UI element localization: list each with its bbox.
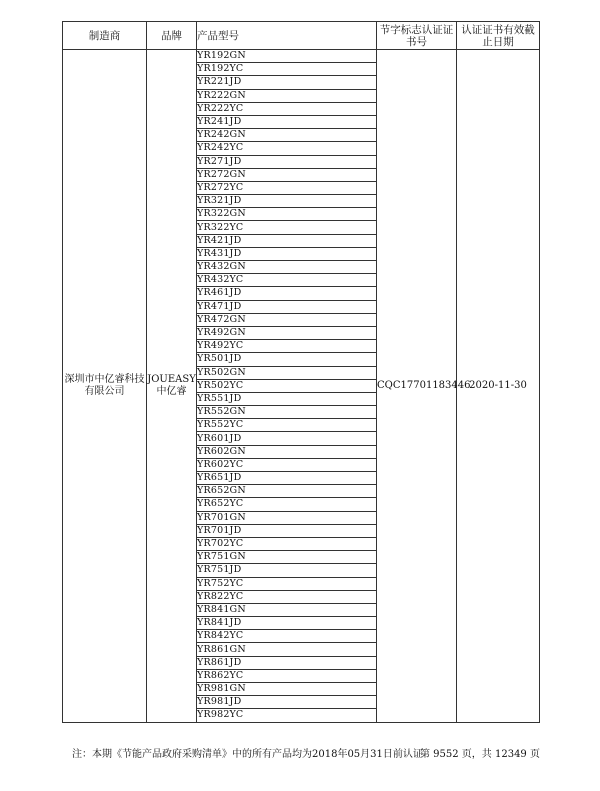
model-cell: YR752YC <box>197 577 377 590</box>
model-cell: YR602YC <box>197 458 377 471</box>
model-cell: YR841GN <box>197 603 377 616</box>
model-cell: YR502GN <box>197 366 377 379</box>
model-cell: YR701GN <box>197 511 377 524</box>
brand-cn: 中亿睿 <box>156 385 187 397</box>
header-manufacturer: 制造商 <box>63 22 147 50</box>
model-cell: YR271JD <box>197 155 377 168</box>
model-cell: YR551JD <box>197 392 377 405</box>
brand-cell <box>147 50 197 723</box>
model-cell: YR472GN <box>197 313 377 326</box>
model-cell: YR552GN <box>197 406 377 419</box>
model-cell: YR432GN <box>197 261 377 274</box>
model-cell: YR702YC <box>197 537 377 550</box>
model-cell: YR192YC <box>197 63 377 76</box>
model-cell: YR701JD <box>197 524 377 537</box>
table-row <box>63 50 540 63</box>
model-cell: YR862YC <box>197 669 377 682</box>
model-cell: YR492GN <box>197 326 377 339</box>
header-cert-no: 节字标志认证证书号 <box>377 22 457 50</box>
model-cell: YR502YC <box>197 379 377 392</box>
model-cell: YR652GN <box>197 485 377 498</box>
model-cell: YR842YC <box>197 630 377 643</box>
model-cell: YR651JD <box>197 472 377 485</box>
cert-no-cell: CQC17701183446 <box>377 50 457 723</box>
model-cell: YR501JD <box>197 353 377 366</box>
model-cell: YR241JD <box>197 115 377 128</box>
model-cell: YR751GN <box>197 551 377 564</box>
brand-en: JOUEASY <box>147 373 196 385</box>
model-cell: YR982YC <box>197 709 377 722</box>
model-cell: YR321JD <box>197 195 377 208</box>
model-cell: YR222YC <box>197 102 377 115</box>
model-cell: YR471JD <box>197 300 377 313</box>
model-cell: YR192GN <box>197 50 377 63</box>
model-cell: YR822YC <box>197 590 377 603</box>
model-cell: YR492YC <box>197 340 377 353</box>
model-cell: YR602GN <box>197 445 377 458</box>
model-cell: YR861GN <box>197 643 377 656</box>
page-number: 第 9552 页，共 12349 页 <box>420 749 540 760</box>
certification-table <box>62 21 540 723</box>
expiry-cell: 2020-11-30 <box>457 50 540 723</box>
model-cell: YR552YC <box>197 419 377 432</box>
model-cell: YR431JD <box>197 247 377 260</box>
header-model: 产品型号 <box>197 22 377 50</box>
manufacturer-cell: 深圳市中亿睿科技有限公司 <box>63 50 147 723</box>
model-cell: YR461JD <box>197 287 377 300</box>
model-cell: YR861JD <box>197 656 377 669</box>
model-cell: YR272GN <box>197 168 377 181</box>
model-cell: YR322GN <box>197 208 377 221</box>
model-cell: YR242GN <box>197 129 377 142</box>
model-cell: YR221JD <box>197 76 377 89</box>
footer-note: 注：本期《节能产品政府采购清单》中的所有产品均为2018年05月31日前认证 <box>72 749 423 760</box>
model-cell: YR981JD <box>197 696 377 709</box>
model-cell: YR432YC <box>197 274 377 287</box>
model-cell: YR222GN <box>197 89 377 102</box>
table-body <box>63 50 540 723</box>
header-expiry: 认证证书有效截止日期 <box>457 22 540 50</box>
model-cell: YR322YC <box>197 221 377 234</box>
header-brand: 品牌 <box>147 22 197 50</box>
model-cell: YR242YC <box>197 142 377 155</box>
model-cell: YR272YC <box>197 181 377 194</box>
model-cell: YR841JD <box>197 617 377 630</box>
model-cell: YR601JD <box>197 432 377 445</box>
model-cell: YR981GN <box>197 683 377 696</box>
model-cell: YR421JD <box>197 234 377 247</box>
model-cell: YR652YC <box>197 498 377 511</box>
model-cell: YR751JD <box>197 564 377 577</box>
header-row <box>63 22 540 50</box>
